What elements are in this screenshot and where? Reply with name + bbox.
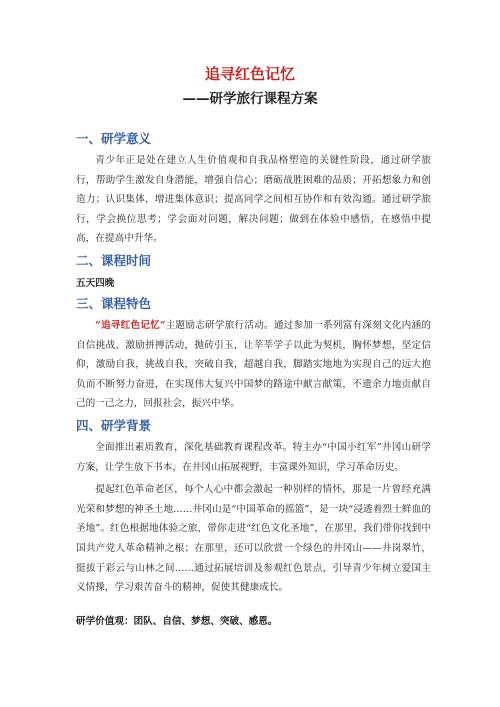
paragraph-background-1: 全面推出素质教育，深化基础教育课程改革。特主办“中国小红军”井冈山研学方案，让学生放下书本，在井冈山拓展视野，丰富课外知识，学习革命历史。 [76, 441, 431, 473]
section-course-features [76, 295, 431, 414]
section-heading-significance: 一、研学意义 [76, 131, 152, 146]
document-subtitle: ——研学旅行课程方案 [182, 91, 318, 107]
theme-quote: “追寻红色记忆” [95, 319, 166, 331]
document-title: 追寻红色记忆 [204, 65, 295, 83]
document-body [76, 130, 431, 631]
section-significance [76, 130, 431, 249]
paragraph-significance: 青少年正是处在建立人生价值观和自我品格塑造的关键性阶段，通过研学旅行，帮助学生激发自身潜能，增强自信心；磨砺战胜困难的品质；开拓想象力和创造力；认识集体，增进集体意识；提高同学之间相互协作和有效沟通。通过研学旅行，学会换位思考；学会面对问题，解决问题；做到在体验中感悟，在感悟中提高，在提高中升华。 [76, 155, 431, 245]
section-background [76, 417, 431, 598]
section-heading-course-time: 二、课程时间 [76, 252, 152, 268]
section-heading-course-features: 三、课程特色 [76, 295, 152, 311]
section-heading-background: 四、研学背景 [76, 417, 152, 433]
course-duration: 五天四晚 [76, 277, 115, 289]
paragraph-course-features [76, 316, 431, 414]
paragraph-background-2: 提起红色革命老区，每个人心中都会激起一种别样的情怀，那是一片曾经充满光荣和梦想的神圣土地……井冈山是“中国革命的摇篮”，是一块“浸透着烈士鲜血的圣地”。红色根据地体验之旅，带你走进“红色文化圣地”，在那里，我们带你找到中国共产党人革命精神之根；在那里，还可以欣赏一个绿色的井冈山——井岗翠竹，挺拔于彩云与山林之间……通过拓展培训及参观红色景点，引导青少年树立爱国主义情操，学习艰苦奋斗的精神，促使其健康成长。 [76, 484, 431, 594]
section-course-time [76, 252, 431, 293]
paragraph-course-features-text: 主题励志研学旅行活动。通过参加一系列富有深刻文化内涵的自信挑战、激励拼搏活动，抛砖引玉，让莘莘学子以此为契机，胸怀梦想，坚定信仰，激励自我，挑战自我，突破自我，超越自我，脚踏实地地为实现自己的远大抱负而不断努力奋进，在实现伟大复兴中国梦的路途中献言献策，不遗余力地贡献自己的一己之力，回报社会，振兴中华。 [76, 319, 431, 410]
values-statement: 研学价值观：团队、自信、梦想、突破、感恩。 [76, 615, 278, 627]
